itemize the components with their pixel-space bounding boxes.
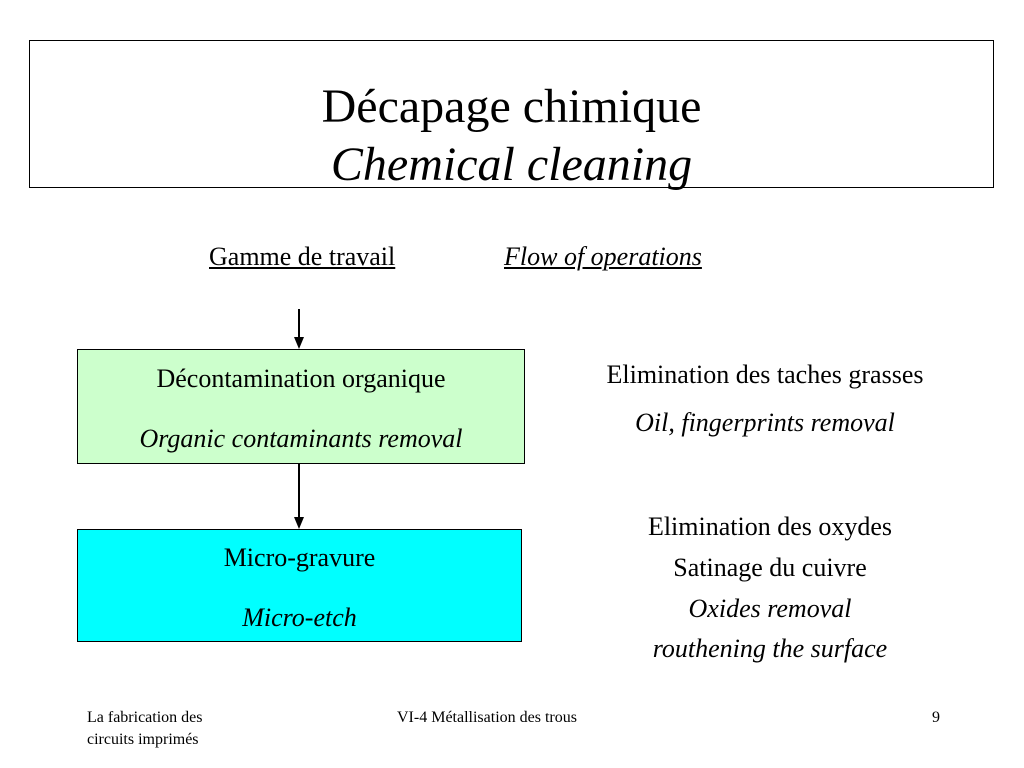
step-1-french-label: Décontamination organique <box>156 364 446 393</box>
footer-chapter: VI-4 Métallisation des trous <box>397 709 577 726</box>
step-1-description-french: Elimination des taches grasses <box>606 360 924 389</box>
step-2-description-line-2: Satinage du cuivre <box>673 553 867 582</box>
flow-arrow-in-line <box>298 309 300 338</box>
footer-course-title-line-1: La fabrication des <box>87 709 203 726</box>
step-2-french-label: Micro-gravure <box>223 543 376 572</box>
subtitle-english: Flow of operations <box>504 242 702 271</box>
step-1-description-english: Oil, fingerprints removal <box>635 408 895 437</box>
step-1-description <box>545 360 985 440</box>
step-2-description-line-1: Elimination des oxydes <box>647 512 893 541</box>
slide-title-french: Décapage chimique <box>321 80 702 133</box>
footer-course-title-line-2: circuits imprimés <box>87 731 199 748</box>
step-2-description <box>545 512 995 672</box>
step-box-organic-decontamination <box>77 349 525 464</box>
step-2-english-label: Micro-etch <box>242 603 357 632</box>
footer-page-number: 9 <box>932 709 940 726</box>
flow-arrow-between-line <box>298 464 300 518</box>
step-box-micro-etch <box>77 529 522 642</box>
footer-course-title <box>87 707 287 751</box>
step-1-english-label: Organic contaminants removal <box>139 424 463 453</box>
subtitle-french: Gamme de travail <box>209 242 396 271</box>
flow-arrow-between-head <box>294 517 304 529</box>
step-2-description-line-3: Oxides removal <box>688 594 852 623</box>
slide-title-english: Chemical cleaning <box>330 138 693 191</box>
flow-arrow-in-head <box>294 337 304 349</box>
step-2-description-line-4: routhening the surface <box>652 634 888 663</box>
slide-title-box <box>29 40 994 191</box>
